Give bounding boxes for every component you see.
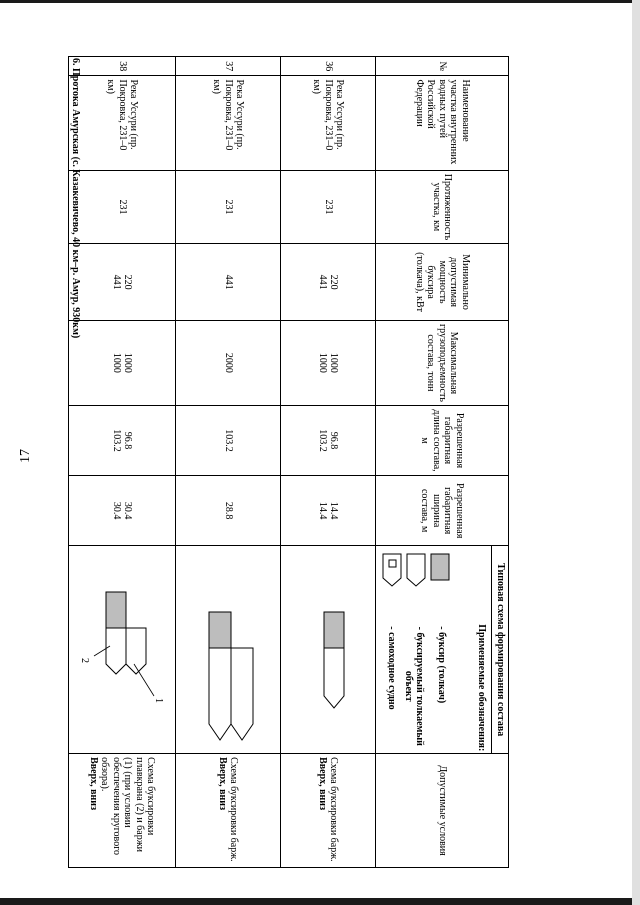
scheme-tug-barge (286, 546, 374, 752)
legend (377, 546, 492, 753)
self-propelled-symbol (384, 554, 402, 586)
row-max-capacity-2: 1000 (317, 352, 328, 373)
row-section: Река Уссури (пр. Покровка, 231–0 км) (69, 76, 176, 170)
header-length: Протяженность участка, км (376, 170, 509, 243)
header-conditions: Допустимые условия (376, 754, 509, 868)
row-min-power-1: 441 (222, 274, 234, 290)
table-row (281, 57, 376, 868)
row-conditions (281, 754, 376, 868)
row-conditions-direction: Вверх, вниз (88, 757, 99, 811)
row-allowed-length-1: 103.2 (222, 429, 234, 452)
row-allowed-width-1: 30.4 (122, 501, 134, 520)
row-allowed-width (176, 476, 281, 546)
row-conditions-text: Схема буксировки барж. (228, 757, 240, 862)
row-section: Река Уссури (пр. Покровка, 231–0 км) (176, 76, 281, 170)
row-allowed-length (176, 405, 281, 475)
row-allowed-length-2: 103.2 (317, 429, 328, 452)
scheme-label-2: 2 (78, 658, 90, 664)
row-allowed-length-1: 96.8 (328, 431, 340, 450)
scheme-label-1: 1 (152, 698, 164, 704)
legend-item-self-propelled: - самоходное судно (386, 626, 398, 710)
header-scheme-cell (376, 546, 509, 754)
row-scheme (281, 546, 376, 754)
scheme-label-1-leader (134, 664, 154, 696)
row-length: 231 (176, 170, 281, 243)
scheme-tug-two-barges (181, 546, 279, 752)
row-section: Река Уссури (пр. Покровка, 231–0 км) (281, 76, 376, 170)
row-min-power (69, 244, 176, 321)
row-allowed-width-1: 28.8 (222, 501, 234, 520)
row-allowed-width (69, 476, 176, 546)
convoy-table (68, 56, 509, 868)
scheme-tug (106, 592, 126, 628)
row-conditions-text: Схема буксировки плавкрана (2) и баржи (1) (при условии обеспечения кругового обзора). (99, 757, 157, 856)
row-max-capacity (281, 320, 376, 405)
row-min-power-2: 441 (317, 274, 328, 290)
row-scheme (69, 546, 176, 754)
header-allowed-length: Разрешенная габаритная длина состава, м (376, 405, 509, 475)
scheme-barge (324, 648, 344, 708)
row-max-capacity-2: 1000 (111, 352, 122, 373)
legend-item-tug: - буксир (толкач) (436, 626, 448, 704)
scheme-barge-1 (209, 648, 231, 740)
row-length: 231 (69, 170, 176, 243)
table-row (176, 57, 281, 868)
row-allowed-width-2: 14.4 (317, 501, 328, 520)
scan-right-edge (632, 0, 640, 905)
row-allowed-length (69, 405, 176, 475)
section-footer: 6. Протока Амурская (с. Казакевичево, 40 км–р. Амур, 930км) (70, 58, 81, 339)
header-num: № (376, 57, 509, 76)
header-scheme: Типовая схема формирования состава (492, 546, 509, 753)
row-conditions-direction: Вверх, вниз (217, 757, 228, 811)
scheme-barge-2 (231, 648, 253, 740)
row-max-capacity-1: 2000 (222, 352, 234, 373)
legend-title: Применяемые обозначения: (476, 624, 488, 752)
row-allowed-width-1: 14.4 (328, 501, 340, 520)
row-conditions-direction: Вверх, вниз (317, 757, 328, 811)
header-allowed-width: Разрешенная габаритная ширина состава, м (376, 476, 509, 546)
table-row (69, 57, 176, 868)
legend-item-barge: - буксируемый толкаемый объект (403, 626, 426, 746)
row-max-capacity-1: 1000 (122, 352, 134, 373)
row-allowed-length (281, 405, 376, 475)
row-max-capacity-1: 1000 (328, 352, 340, 373)
self-propelled-cabin (390, 560, 397, 567)
header-max-capacity: Максимальная грузоподъемность состава, тонн (376, 320, 509, 405)
row-min-power-2: 441 (111, 274, 122, 290)
row-max-capacity (176, 320, 281, 405)
row-num: 36 (281, 57, 376, 76)
header-min-power: Минимально допустимая мощность буксира (толкача), кВт (376, 244, 509, 321)
row-allowed-length-1: 96.8 (122, 431, 134, 450)
row-min-power (281, 244, 376, 321)
row-num: 37 (176, 57, 281, 76)
barge-symbol (408, 554, 426, 586)
row-num: 38 (69, 57, 176, 76)
scheme-barge (106, 628, 126, 674)
scan-bottom-edge (0, 898, 640, 905)
row-conditions (176, 754, 281, 868)
row-min-power-1: 220 (122, 274, 134, 290)
row-allowed-width (281, 476, 376, 546)
row-min-power (176, 244, 281, 321)
scheme-tug-barge-crane (74, 546, 174, 752)
header-section: Наименование участка внутренних водных путей Российской Федерации (376, 76, 509, 170)
row-conditions-text: Схема буксировки барж. (328, 757, 340, 862)
scan-top-edge (0, 0, 640, 3)
scheme-tug (324, 612, 344, 648)
scheme-tug (209, 612, 231, 648)
row-scheme (176, 546, 281, 754)
row-conditions (69, 754, 176, 868)
row-max-capacity (69, 320, 176, 405)
rotated-table-sheet (61, 56, 509, 868)
row-allowed-length-2: 103.2 (111, 429, 122, 452)
row-min-power-1: 220 (328, 274, 340, 290)
row-length: 231 (281, 170, 376, 243)
row-allowed-width-2: 30.4 (111, 501, 122, 520)
page-number: 17 (18, 449, 33, 463)
header-row (376, 57, 509, 868)
tug-symbol (432, 554, 450, 580)
